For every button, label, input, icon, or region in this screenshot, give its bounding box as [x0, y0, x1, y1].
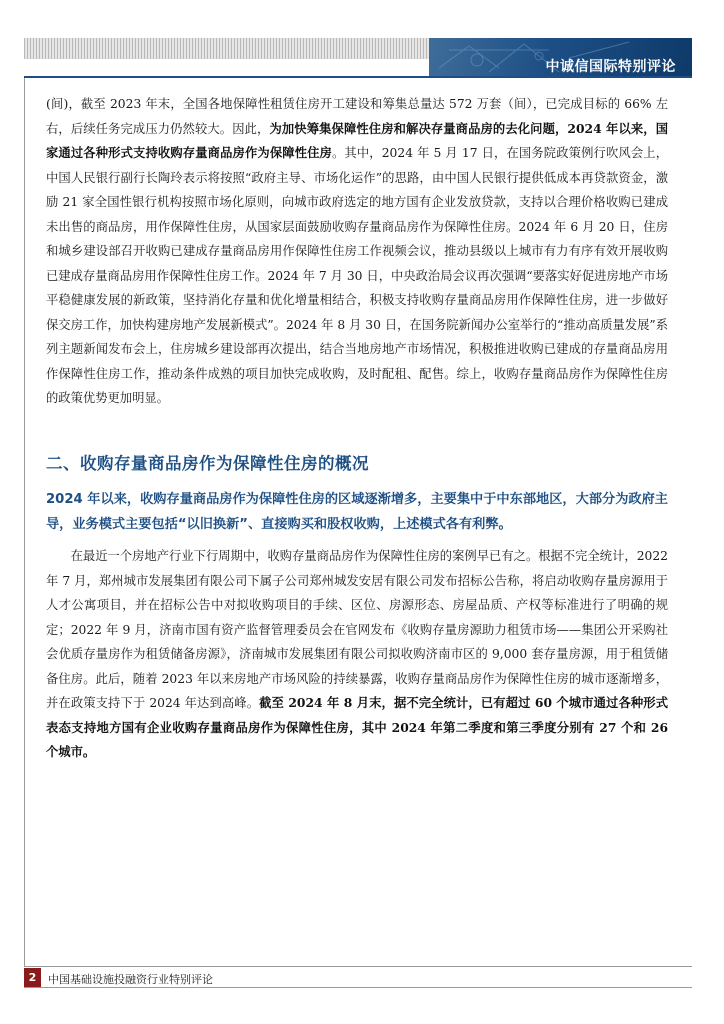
- header-banner: [429, 38, 692, 76]
- left-margin-rule: [24, 78, 25, 966]
- body-emphasis: 截至 2024 年 8 月末，据不完全统计，已有超过 60 个城市通过各种形式表态支持地方国有企业收购存量商品房作为保障性住房，其中 2024 年第二季度和第三季度分别有 27 个和 26 个城市。: [46, 695, 668, 759]
- intro-text-1: (间)，截至 2023 年末，全国各地保障性租赁住房开工建设和筹集总量达 572 万套（间），已完成目标的 66% 左右，后续任务完成压力仍然较大。因此，: [46, 97, 668, 136]
- section-summary: 2024 年以来，收购存量商品房作为保障性住房的区域逐渐增多，主要集中于中东部地区，大部分为政府主导，业务模式主要包括“以旧换新”、直接购买和股权收购，上述模式各有利弊。: [46, 492, 668, 532]
- intro-text-2: 。其中，2024 年 5 月 17 日，在国务院政策例行吹风会上，中国人民银行副行长陶玲表示将按照“政府主导、市场化运作”的思路，由中国人民银行提供低成本再贷款资金，激励 21 家全国性银行机构按照市场化原则，向城市政府选定的地方国有企业发放贷款，支持以合理价格收购已建成未出售的商品房，用作保障性住房，从国家层面鼓励收购存量商品房作为保障性住房。2024 年 6 月 20 日，住房和城乡建设部召开收购已建成存量商品房用作保障性住房工作视频会议，推动县级以上城市有力有序有效开展收购已建成存量商品房用作保障性住房工作。2024 年 7 月 30 日，中央政治局会议再次强调“要落实好促进房地产市场平稳健康发展的新政策，坚持消化存量和优化增量相结合，积极支持收购存量商品房用作保障性住房，进一步做好保交房工作，加快构建房地产发展新模式”。2024 年 8 月 30 日，在国务院新闻办公室举行的“推动高质量发展”系列主题新闻发布会上，住房城乡建设部再次提出，结合当地房地产市场情况，积极推进收购已建成的存量商品房用作保障性住房工作，推动条件成熟的项目加快完成收购，及时配租、配售。综上，收购存量商品房作为保障性住房的政策优势更加明显。: [46, 146, 668, 405]
- report-series-title: 中诚信国际特别评论: [545, 59, 676, 75]
- body-paragraph: [46, 544, 668, 765]
- intro-paragraph-block: [46, 92, 668, 411]
- intro-paragraph: [46, 92, 668, 411]
- section-summary-block: [46, 487, 668, 537]
- page-number: 2: [24, 968, 41, 987]
- body-paragraph-block: [46, 544, 668, 765]
- header-rule: [24, 76, 692, 78]
- section-heading-block: [46, 450, 668, 474]
- footer-publication-title: 中国基础设施投融资行业特别评论: [48, 973, 213, 986]
- footer-bottom-rule: [24, 987, 692, 988]
- footer-rule: [24, 966, 692, 967]
- body-text: 在最近一个房地产行业下行周期中，收购存量商品房作为保障性住房的案例早已有之。根据不完全统计，2022 年 7 月，郑州城市发展集团有限公司下属子公司郑州城发安居有限公司发布招标公告称，将启动收购存量房源用于人才公寓项目，并在招标公告中对拟收购项目的手续、区位、房源形态、房屋品质、产权等标准进行了明确的规定；2022 年 9 月，济南市国有资产监督管理委员会在官网发布《收购存量房源助力租赁市场——集团公开采购社会优质存量房作为租赁储备房源》，济南城市发展集团有限公司拟收购济南市区的 9,000 套存量房源，用于租赁储备住房。此后，随着 2023 年以来房地产市场风险的持续暴露，收购存量商品房作为保障性住房的城市逐渐增多，并在政策支持下于 2024 年达到高峰。: [46, 549, 668, 710]
- intro-emphasis: 为加快筹集保障性住房和解决存量商品房的去化问题，2024 年以来，国家通过各种形式支持收购存量商品房作为保障性住房: [46, 120, 668, 160]
- section-heading: 二、收购存量商品房作为保障性住房的概况: [46, 454, 369, 473]
